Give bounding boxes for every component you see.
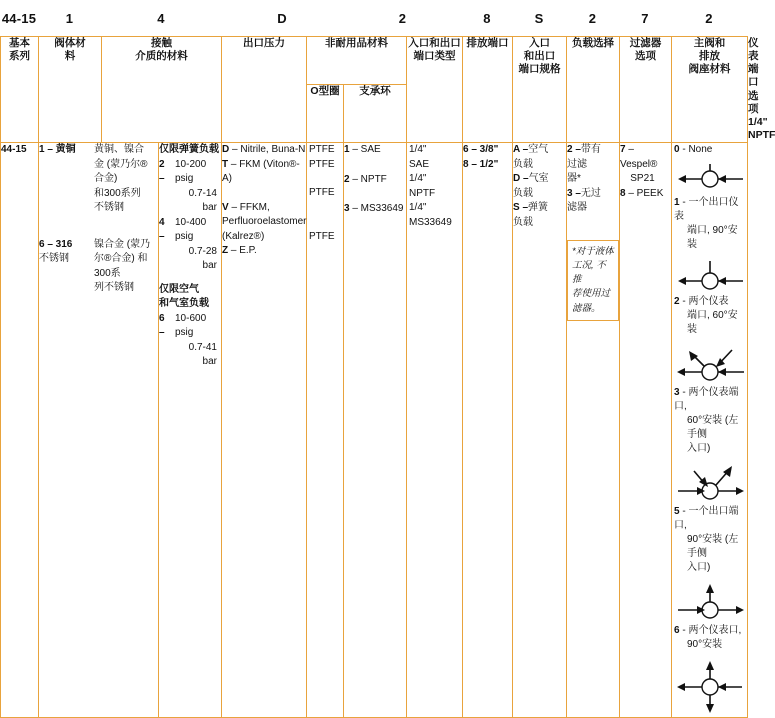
gauge-label-0: - None (679, 144, 713, 155)
gauge-label-2a: 两个仪表 (688, 296, 729, 307)
vent-port-2b: MS33649 (409, 216, 452, 228)
gauge-option-3: 3 - 两个仪表端口, 60°安装 (左手侧 入口) (674, 344, 745, 456)
backup-ring-0: PTFE (309, 144, 335, 155)
seat-material-1: – PEEK (625, 187, 664, 199)
basic-series-value: 44-15 (1, 144, 27, 155)
header-vent-port: 排放端口 (463, 37, 513, 143)
code-cell-load-selection: S (534, 10, 544, 26)
spacer (309, 172, 343, 181)
vent-port-2a: 1/4" (409, 202, 427, 213)
code-cell-gauge-port: 2 (705, 10, 713, 26)
load-text-1b: 负载 (513, 187, 533, 199)
load-code-1: D – (513, 173, 529, 184)
load-text-0: 空气 (528, 144, 549, 155)
gauge-option-1: 1 - 一个出口仪表 端口, 90°安装 (674, 164, 745, 252)
port-type-0: – SAE (349, 144, 381, 155)
gauge-label-6b: 90°安装 (687, 639, 723, 650)
body-material-desc-2: 镍合金 (蒙乃 尔®合金) 和 300系 列不锈钢 (94, 238, 151, 293)
load-text-2b: 负载 (513, 216, 533, 228)
body-material-code-1: 1 – 黄铜 (39, 144, 76, 155)
load-text-1: 气室 (528, 173, 549, 184)
gauge-diagram-one-outlet-90-lh-icon (674, 463, 746, 503)
port-type-1: – NPTF (349, 173, 387, 185)
gauge-diagram-one-gauge-90-icon (675, 164, 745, 194)
cell-load-selection (513, 143, 567, 718)
pressure-code-6: 6 – (159, 312, 165, 338)
header-backup-ring: 支承环 (344, 85, 407, 143)
port-type-2: – MS33649 (349, 203, 404, 214)
gauge-label-5b: 90°安装 (左手侧 (687, 534, 739, 559)
list-item: 3 – MS33649 (344, 203, 404, 214)
list-item (513, 143, 566, 158)
gauge-label-6a: 两个仪表口, (688, 625, 742, 636)
list-item: 2 – NPTF (344, 173, 387, 185)
o-ring-label-1: – FKM (Viton®-A) (222, 158, 300, 184)
code-cell-basic-series: 44-15 (1, 10, 37, 26)
list-item: 8 – PEEK (620, 187, 664, 199)
o-ring-label-3: – E.P. (228, 245, 257, 256)
pressure-code-4: 4 – (159, 216, 165, 242)
code-cell-port-type: 2 (398, 10, 407, 26)
o-ring-label-2: – FFKM, (228, 201, 270, 213)
header-row-group: 基本 系列 阀体材 料 接触 介质的材料 出口压力 非耐用品材料 入口和出口 端口类型 排放端口 入口 和出口 端口规格 负载选择 过滤器 选项 主阀和 排放 阀座材料 仪表端口选项 1/4" NPTF (1, 37, 748, 85)
seat-material-0: – Vespel® (620, 144, 658, 170)
gauge-label-3c: 入口) (687, 443, 711, 454)
cell-outlet-pressure (159, 143, 222, 718)
table-body-row (1, 143, 748, 718)
gauge-diagram-final (674, 659, 745, 715)
list-item (159, 312, 221, 370)
spacer (39, 216, 158, 238)
header-wetted-material: 接触 介质的材料 (102, 37, 222, 143)
filter-footnote: *对于液体 工况, 不推 荐使用过 滤器。 (567, 240, 619, 321)
spacer (159, 274, 221, 283)
gauge-label-5a: 一个出口端口, (674, 506, 739, 531)
filter-text-0: 带有 (580, 144, 601, 155)
o-ring-label-0: – Nitrile, Buna-N (229, 144, 306, 155)
header-outlet-pressure: 出口压力 (222, 37, 307, 143)
cell-basic-series (1, 143, 39, 718)
backup-ring-3: PTFE (309, 230, 335, 242)
vent-port-1a: 1/4" (409, 173, 427, 184)
cell-o-ring (222, 143, 307, 718)
cell-main-vent-seat-material (620, 143, 672, 718)
gauge-option-6: 6 - 两个仪表口, 90°安装 (674, 582, 745, 652)
list-item (513, 172, 566, 187)
pressure-group-title-2a: 仅限空气 (159, 283, 199, 295)
list-item (567, 187, 619, 202)
seat-material-0b: SP21 (630, 173, 655, 184)
gauge-option-2: 2 - 两个仪表 端口, 60°安装 (674, 259, 745, 337)
load-text-0b: 负载 (513, 158, 533, 170)
code-cell-o-ring: D (277, 10, 287, 26)
gauge-diagram-two-gauge-60-icon (675, 259, 745, 293)
cell-vent-port (407, 143, 463, 718)
code-cell-outlet-pressure: 4 (157, 10, 165, 26)
load-text-2: 弹簧 (528, 202, 549, 213)
filter-code-0: 2 – (567, 144, 581, 155)
pressure-bar-4: 0.7-28 bar (188, 245, 217, 271)
pressure-bar-2: 0.7-14 bar (188, 187, 217, 213)
list-item (567, 143, 619, 158)
spacer (222, 187, 306, 196)
gauge-label-3b: 60°安装 (左手侧 (687, 415, 739, 440)
header-inlet-outlet-port-size: 入口 和出口 端口规格 (513, 37, 567, 143)
specification-table (0, 36, 775, 718)
list-item (39, 238, 158, 296)
code-cell-port-size: 8 (483, 10, 491, 26)
gauge-label-5c: 入口) (687, 562, 711, 573)
gauge-label-1a: 一个出口仪表 (674, 197, 739, 222)
o-ring-label-2c: (Kalrez®) (222, 230, 265, 242)
pressure-group-title-2b: 和气室负载 (159, 298, 209, 309)
filter-code-1: 3 – (567, 187, 581, 199)
o-ring-label-2b: Perfluoroelastomer (222, 216, 307, 227)
header-o-ring: O型圈 (307, 85, 344, 143)
header-inlet-outlet-port-type: 入口和出口 端口类型 (407, 37, 463, 143)
gauge-diagram-two-gauge-60-lh-icon (674, 344, 746, 384)
list-item (39, 143, 158, 216)
vent-port-1b: NPTF (409, 187, 436, 199)
port-size-0: 6 – 3/8" (463, 144, 499, 155)
code-cell-body-material: 1 (65, 10, 74, 26)
code-cell-filter-option: 2 (588, 10, 597, 26)
port-size-1: 8 – 1/2" (463, 158, 499, 170)
list-item: V – FFKM, (222, 201, 270, 213)
header-filter-option: 过滤器 选项 (620, 37, 672, 143)
spacer (344, 187, 406, 202)
spacer (344, 158, 406, 173)
filter-text-0b: 过滤 (567, 158, 587, 170)
gauge-diagram-two-gauge-90-icon (674, 582, 746, 622)
header-main-vent-seat-material: 主阀和 排放 阀座材料 (672, 37, 748, 143)
list-item (159, 158, 221, 216)
cell-valve-body-material (39, 143, 159, 718)
backup-ring-1: PTFE (309, 158, 335, 170)
list-item (513, 201, 566, 216)
header-basic-series: 基本 系列 (1, 37, 39, 143)
header-non-durable-group: 非耐用品材料 (307, 37, 407, 85)
cell-backup-ring (307, 143, 344, 718)
filter-text-0c: 器* (567, 173, 581, 184)
gauge-diagram-four-way-icon (674, 659, 746, 715)
gauge-option-0: 0 - None (674, 144, 713, 155)
spacer (309, 201, 343, 230)
list-item (159, 216, 221, 274)
vent-port-0a: 1/4" (409, 144, 427, 155)
pressure-group-title-1: 仅限弹簧负载 (159, 144, 219, 155)
model-code-row (0, 0, 747, 36)
cell-inlet-outlet-port-type (344, 143, 407, 718)
load-code-2: S – (513, 202, 529, 213)
list-item: 7 – Vespel® (620, 144, 658, 170)
list-item: D – Nitrile, Buna-N (222, 144, 306, 155)
load-code-0: A – (513, 144, 529, 155)
body-material-code-2: 6 – 316 不锈钢 (39, 238, 73, 264)
gauge-label-1b: 端口, 90°安装 (687, 225, 738, 250)
filter-text-1: 无过 (580, 187, 601, 199)
pressure-code-2: 2 – (159, 158, 165, 184)
cell-gauge-port-option (672, 143, 748, 718)
gauge-label-3a: 两个仪表端口, (674, 387, 739, 412)
filter-text-1b: 滤器 (567, 202, 587, 213)
list-item: 1 – SAE (344, 144, 381, 155)
backup-ring-2: PTFE (309, 187, 335, 198)
vent-port-0b: SAE (409, 158, 430, 170)
header-load-selection: 负载选择 (567, 37, 620, 143)
header-valve-body-material: 阀体材 料 (39, 37, 102, 143)
pressure-psig-2: 10-200 psig (175, 158, 207, 184)
list-item: Z – E.P. (222, 245, 257, 256)
pressure-bar-6: 0.7-41 bar (188, 341, 217, 367)
body-material-desc-1: 黄铜、镍合 金 (蒙乃尔® 合金) 和300系列 不锈钢 (94, 144, 148, 213)
code-cell-seat-material: 7 (641, 10, 649, 26)
list-item: T – FKM (Viton®-A) (222, 158, 300, 184)
gauge-label-2b: 端口, 60°安装 (687, 310, 738, 335)
cell-filter-option (567, 143, 620, 718)
gauge-option-5: 5 - 一个出口端口, 90°安装 (左手侧 入口) (674, 463, 745, 575)
pressure-psig-6: 10-600 psig (175, 312, 207, 338)
pressure-psig-4: 10-400 psig (175, 216, 207, 242)
cell-inlet-outlet-port-size (463, 143, 513, 718)
